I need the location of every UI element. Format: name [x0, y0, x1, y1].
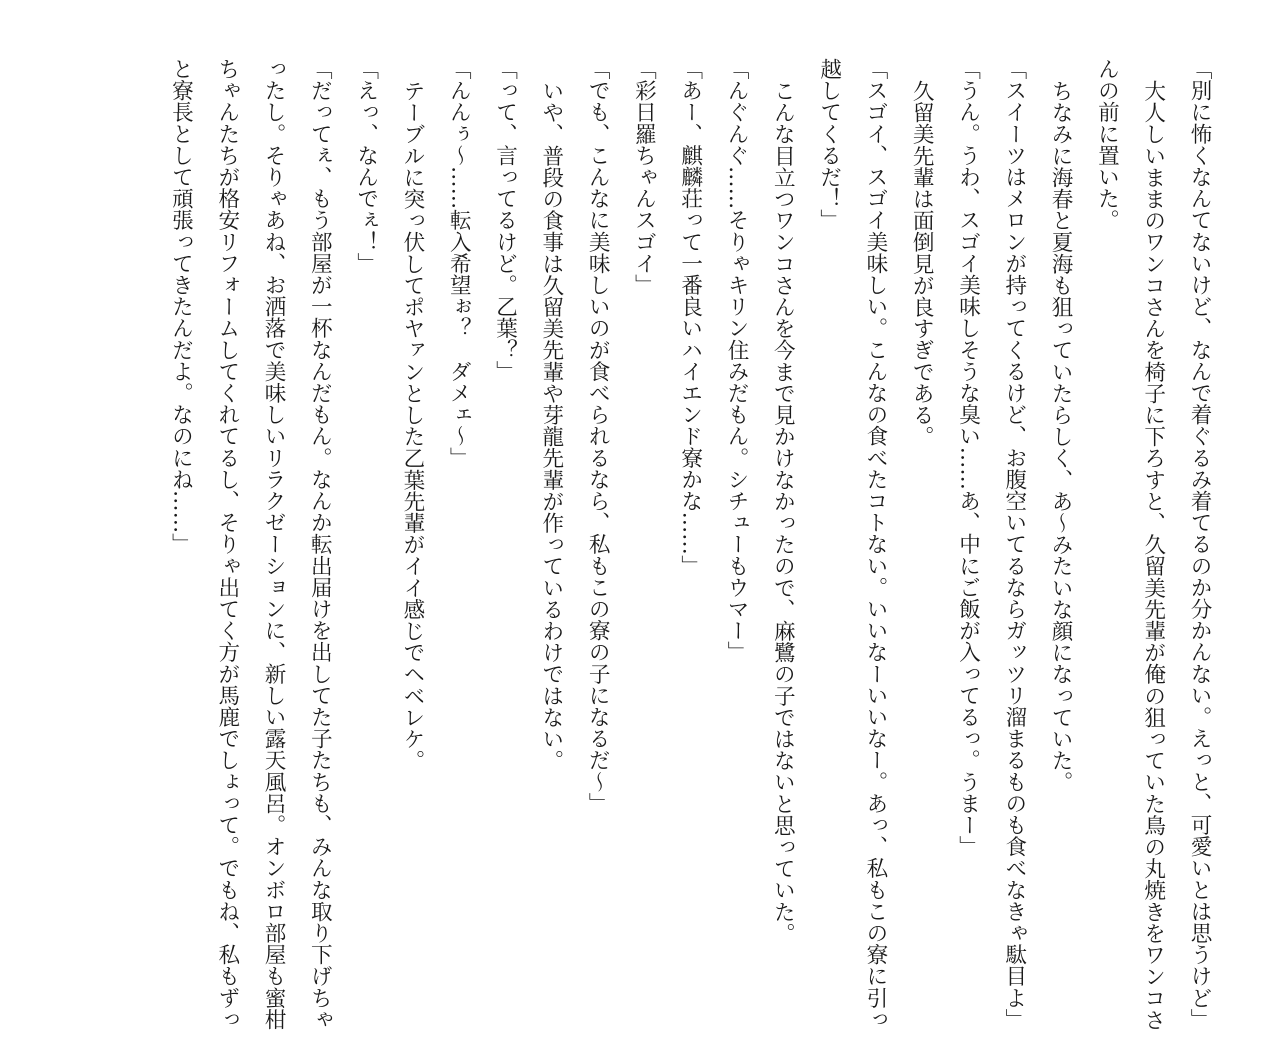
paragraph: 「スイーツはメロンが持ってくるけど、お腹空いてるならガッツリ溜まるものも食べなきゃ駄目よ」: [1001, 58, 1027, 1030]
paragraph: 「って、言ってるけど。乙葉？」: [492, 58, 518, 382]
paragraph: 大人しいままのワンコさんを椅子に下ろすと、久留美先輩が俺の狙っていた鳥の丸焼きをワンコさんの前に置いた。: [1094, 58, 1166, 1030]
paragraph: 「スゴイ、スゴイ美味しい。こんなの食べたコトない。いいなーいいなー。あっ、私もこの寮に引っ越してくるだ！」: [816, 58, 888, 1030]
paragraph: 「別に怖くなんてないけど、なんで着ぐるみ着てるのか分かんない。えっと、可愛いとは思うけど」: [1187, 58, 1212, 1030]
paragraph: 久留美先輩は面倒見が良すぎである。: [909, 79, 935, 447]
paragraph: いや、普段の食事は久留美先輩や芽龍先輩が作っているわけではない。: [538, 79, 564, 771]
paragraph: 「うん。うわ、スゴイ美味しそうな臭い……あ、中にご飯が入ってるっ。うまー」: [955, 58, 981, 858]
paragraph: 「えっ、なんでぇ！」: [353, 58, 379, 274]
vertical-text-body: [42, 58, 1222, 1038]
paragraph: 「んんぅ〜……転入希望ぉ？ ダメェ〜」: [446, 58, 472, 469]
paragraph: 「んぐんぐ……そりゃキリン住みだもん。シチューもウマー」: [724, 58, 750, 663]
paragraph: 「あー、麒麟荘って一番良いハイエンド寮かな……」: [677, 58, 703, 577]
paragraph: 「彩日羅ちゃんスゴイ」: [631, 58, 657, 296]
paragraph: 「でも、こんなに美味しいのが食べられるなら、私もこの寮の子になるだ〜」: [585, 58, 611, 814]
paragraph: こんな目立つワンコさんを今まで見かけなかったので、麻鷺の子ではないと思っていた。: [770, 79, 796, 944]
paragraph: 「だってぇ、もう部屋が一杯なんだもん。なんか転出届けを出してた子たちも、みんな取り下げちゃったし。そりゃあね、お洒落で美味しいリラクゼーションに、新しい露天風呂。オンボロ部屋も蜜柑ちゃんたちが格安リフォームしてくれてるし、そりゃ出てく方が馬鹿でしょって。でもね、私もずっと寮長として頑張ってきたんだよ。なのにね……」: [168, 58, 333, 1030]
paragraph: テーブルに突っ伏してポヤァンとした乙葉先輩がイイ感じでヘベレケ。: [399, 79, 425, 771]
paragraph: ちなみに海春と夏海も狙っていたらしく、あ〜みたいな顔になっていた。: [1048, 79, 1074, 793]
